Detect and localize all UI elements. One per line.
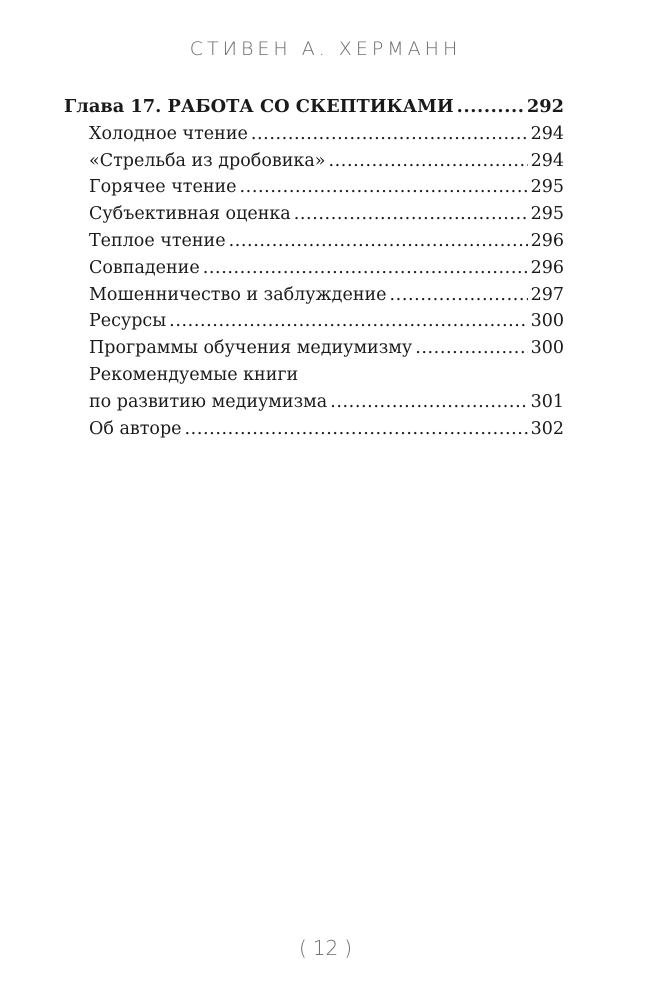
toc-entry xyxy=(64,174,564,201)
close-paren: ) xyxy=(344,936,353,960)
dot-leader xyxy=(240,174,528,201)
toc-entry xyxy=(64,416,564,443)
open-paren: ( xyxy=(298,936,307,960)
toc-entry-title: Мошенничество и заблуждение xyxy=(89,284,387,305)
toc-entry xyxy=(64,148,564,175)
toc-entry-title: «Стрельба из дробовика» xyxy=(89,150,326,171)
toc-entry xyxy=(64,255,564,282)
toc-entry xyxy=(64,201,564,228)
chapter-page-number: 292 xyxy=(526,96,564,117)
dot-leader xyxy=(294,201,528,228)
page-number-footer xyxy=(0,936,651,960)
toc-entry xyxy=(64,228,564,255)
toc-entry-title: Об авторе xyxy=(89,418,182,439)
toc-entry-page: 296 xyxy=(530,230,564,251)
dot-leader xyxy=(390,282,528,309)
toc-entry-page: 297 xyxy=(530,284,564,305)
page-number: 12 xyxy=(312,936,339,960)
table-of-contents xyxy=(64,94,564,442)
toc-entry-page: 300 xyxy=(530,311,564,332)
toc-entry-page: 294 xyxy=(530,150,564,171)
dot-leader xyxy=(229,228,528,255)
toc-entry-title: Ресурсы xyxy=(89,311,167,332)
toc-entry-title: Горячее чтение xyxy=(89,177,237,198)
toc-entry-title-line2: по развитию медиумизма xyxy=(89,391,328,412)
toc-entry-page: 295 xyxy=(530,204,564,225)
toc-entry-title-line1: Рекомендуемые книги xyxy=(89,364,299,385)
dot-leader xyxy=(328,148,527,175)
toc-entry xyxy=(64,389,564,416)
toc-entry-title: Теплое чтение xyxy=(89,230,226,251)
dot-leader xyxy=(203,255,528,282)
dot-leader xyxy=(415,335,527,362)
toc-entry xyxy=(64,335,564,362)
toc-entry-page: 295 xyxy=(530,177,564,198)
toc-chapter-heading xyxy=(64,94,564,121)
dot-leader xyxy=(457,94,524,121)
toc-entry-page: 294 xyxy=(530,123,564,144)
toc-entry-page: 296 xyxy=(530,257,564,278)
toc-entry-title: Программы обучения медиумизму xyxy=(89,338,413,359)
toc-entry-page: 302 xyxy=(530,418,564,439)
toc-entry-page: 300 xyxy=(530,338,564,359)
dot-leader xyxy=(185,416,528,443)
toc-entry-page: 301 xyxy=(530,391,564,412)
dot-leader xyxy=(330,389,527,416)
toc-entry-line1 xyxy=(64,362,564,389)
dot-leader xyxy=(169,308,527,335)
running-header: СТИВЕН А. ХЕРМАНН xyxy=(189,38,462,60)
toc-entry-title: Субъективная оценка xyxy=(89,204,291,225)
toc-entry-title: Холодное чтение xyxy=(89,123,248,144)
toc-entry xyxy=(64,282,564,309)
toc-entry-title: Совпадение xyxy=(89,257,200,278)
toc-entry xyxy=(64,308,564,335)
dot-leader xyxy=(251,121,528,148)
toc-entry xyxy=(64,121,564,148)
chapter-title: Глава 17. РАБОТА СО СКЕПТИКАМИ xyxy=(64,96,454,117)
